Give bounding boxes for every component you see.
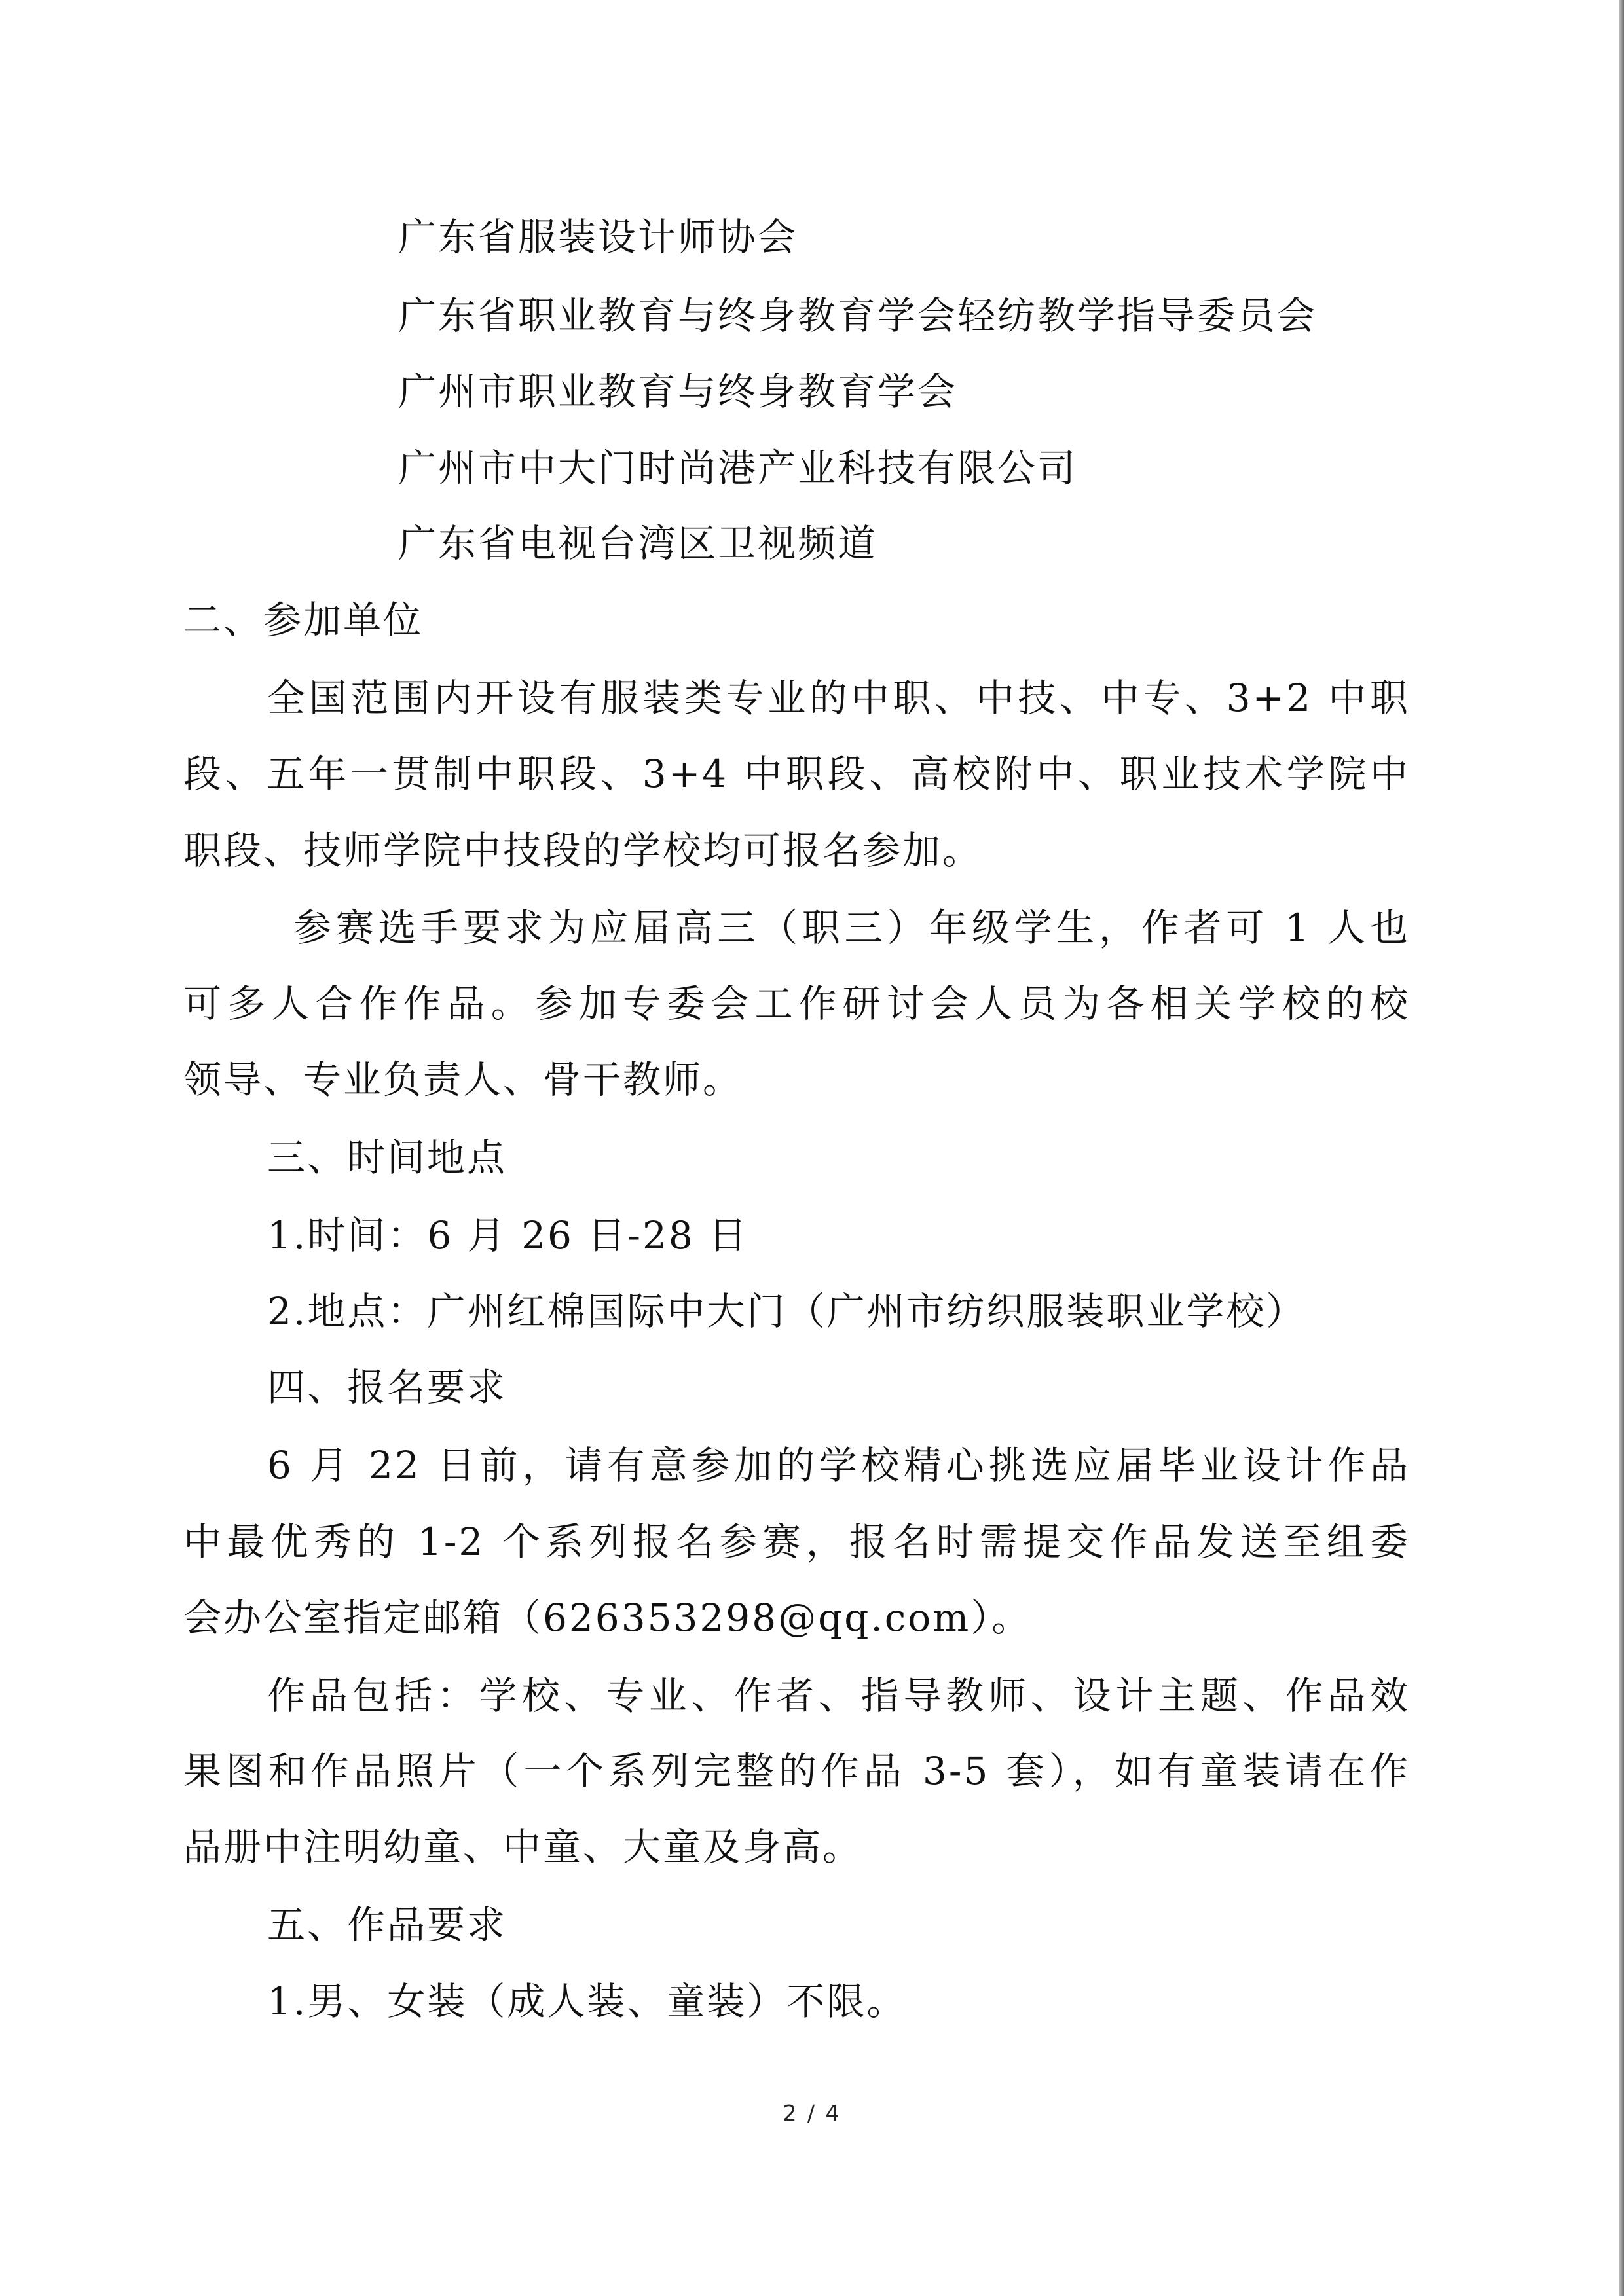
paragraph-line: 会办公室指定邮箱（626353298@qq.com）。 bbox=[183, 1595, 1032, 1640]
paragraph-line: 作品包括：学校、专业、作者、指导教师、设计主题、作品效 bbox=[267, 1673, 1410, 1718]
section-heading: 三、时间地点 bbox=[267, 1135, 507, 1180]
paragraph-line: 参赛选手要求为应届高三（职三）年级学生，作者可 1 人也 bbox=[293, 905, 1410, 950]
paragraph-line: 全国范围内开设有服装类专业的中职、中技、中专、3+2 中职 bbox=[267, 676, 1410, 720]
section-heading: 五、作品要求 bbox=[267, 1903, 507, 1947]
paragraph-line: 6 月 22 日前，请有意参加的学校精心挑选应届毕业设计作品 bbox=[267, 1443, 1410, 1487]
organizer-line: 广东省电视台湾区卫视频道 bbox=[398, 521, 878, 566]
paragraph-line: 领导、专业负责人、骨干教师。 bbox=[183, 1057, 743, 1102]
organizer-line: 广东省服装设计师协会 bbox=[398, 215, 798, 259]
paragraph-line: 中最优秀的 1-2 个系列报名参赛，报名时需提交作品发送至组委 bbox=[183, 1520, 1410, 1564]
page-number: 2 / 4 bbox=[783, 2100, 841, 2126]
organizer-line: 广东省职业教育与终身教育学会轻纺教学指导委员会 bbox=[398, 293, 1318, 338]
organizer-line: 广州市职业教育与终身教育学会 bbox=[398, 369, 958, 414]
list-item: 1.男、女装（成人装、童装）不限。 bbox=[267, 1979, 907, 2024]
paragraph-line: 品册中注明幼童、中童、大童及身高。 bbox=[183, 1825, 863, 1869]
paragraph-line: 果图和作品照片（一个系列完整的作品 3-5 套），如有童装请在作 bbox=[183, 1749, 1410, 1793]
section-heading: 四、报名要求 bbox=[267, 1365, 507, 1410]
section-heading: 二、参加单位 bbox=[183, 598, 424, 642]
scan-edge bbox=[1619, 0, 1624, 2296]
paragraph-line: 段、五年一贯制中职段、3+4 中职段、高校附中、职业技术学院中 bbox=[183, 752, 1410, 796]
paragraph-line: 职段、技师学院中技段的学校均可报名参加。 bbox=[183, 828, 983, 873]
list-item: 1.时间：6 月 26 日-28 日 bbox=[267, 1213, 749, 1258]
organizer-line: 广州市中大门时尚港产业科技有限公司 bbox=[398, 446, 1078, 490]
paragraph-line: 可多人合作作品。参加专委会工作研讨会人员为各相关学校的校 bbox=[183, 981, 1410, 1026]
list-item: 2.地点：广州红棉国际中大门（广州市纺织服装职业学校） bbox=[267, 1289, 1306, 1334]
